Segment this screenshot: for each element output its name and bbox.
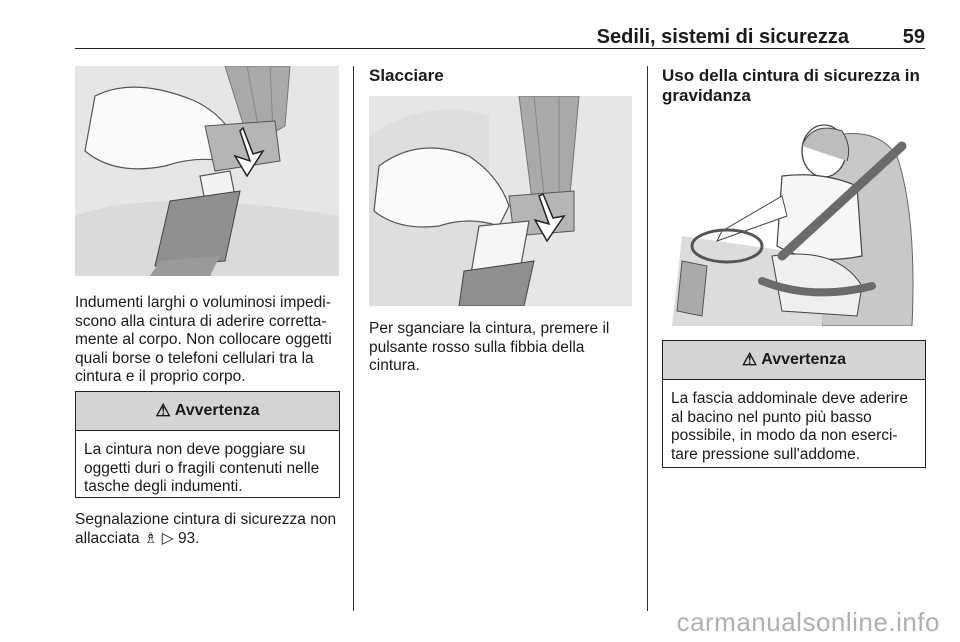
page-header [75, 26, 925, 49]
seatbelt-reminder-note [75, 511, 343, 548]
warning-triangle-icon: ⚠ [155, 401, 171, 420]
warning-box-clothing [75, 391, 340, 498]
unfasten-heading: Slacciare [369, 66, 444, 85]
page-reference[interactable]: 93. [177, 529, 200, 547]
column-divider [647, 66, 648, 611]
pregnancy-heading: Uso della cintura di sicurezza in gravidanza [662, 66, 920, 105]
section-title: Sedili, sistemi di sicurezza [596, 26, 849, 48]
warning-header [663, 341, 925, 380]
page-number: 59 [902, 26, 925, 48]
watermark: carmanualsonline.info [676, 607, 940, 637]
reference-arrow-icon: ▷ [161, 529, 174, 547]
pregnancy-seatbelt-drawing [662, 116, 925, 326]
seatbelt-reminder-icon: ♗ [143, 529, 158, 547]
warning-title: Avvertenza [174, 402, 260, 419]
pregnancy-seatbelt-illustration [662, 116, 925, 326]
warning-body: La cintura non deve poggiare su oggetti duri o fragili contenuti nelle tasche degli indumenti. [84, 441, 320, 495]
warning-header [76, 392, 339, 431]
warning-body: La fascia addominale deve aderire al bacino nel punto più basso possibile, in modo da non eserci-tare pressione sull'addome. [671, 390, 908, 463]
warning-box-pregnancy [662, 340, 926, 468]
warning-title: Avvertenza [761, 351, 847, 368]
release-paragraph: Per sganciare la cintura, premere il pulsante rosso sulla fibbia della cintura. [369, 320, 610, 374]
buckle-release-drawing [369, 96, 632, 306]
clothing-paragraph: Indumenti larghi o voluminosi impedi-scono alla cintura di aderire corretta-mente al corpo. Non collocare oggetti quali borse o telefoni cellulari tra la cintura e il proprio corpo. [75, 294, 332, 385]
buckle-fastening-drawing [75, 66, 339, 276]
note-text: Segnalazione cintura di sicurezza non allacciata [75, 511, 337, 547]
column-divider [353, 66, 354, 611]
warning-triangle-icon: ⚠ [741, 350, 758, 369]
buckle-release-illustration [369, 96, 632, 306]
buckle-fastening-illustration [75, 66, 339, 276]
